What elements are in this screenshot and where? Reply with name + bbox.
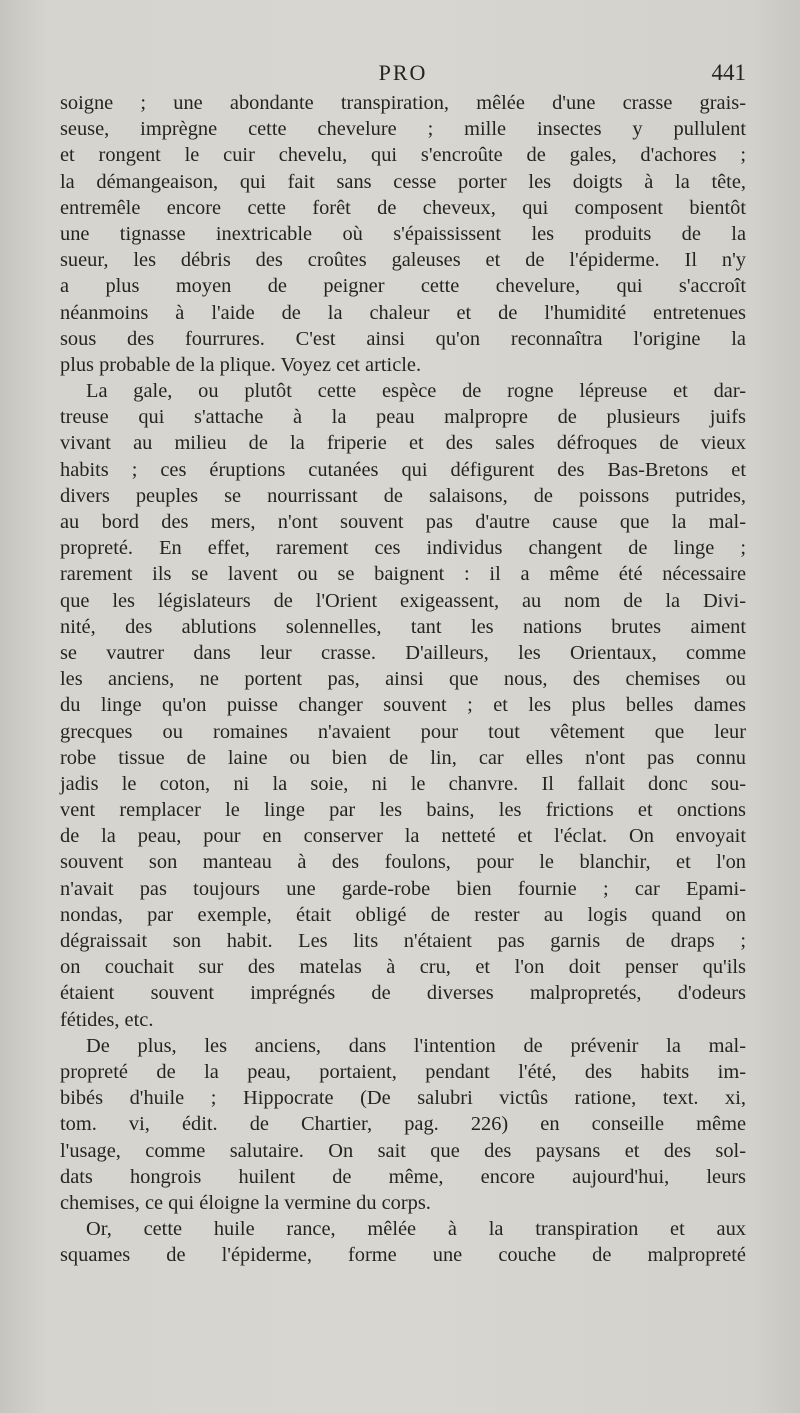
text-line: chemises, ce qui éloigne la vermine du corps. [60,1191,431,1214]
text-line: soigne ; une abondante transpiration, mêlée d'une crasse grais- [60,92,746,114]
text-line: nondas, par exemple, était obligé de rester au logis quand on [60,903,746,926]
text-line: dégraissait son habit. Les lits n'étaient pas garnis de draps ; [60,930,746,952]
text-line: vent remplacer le linge par les bains, les frictions et onctions [60,799,746,822]
text-line: Or, cette huile rance, mêlée à la transpiration et aux [86,1218,746,1241]
text-line: bibés d'huile ; Hippocrate (De salubri victûs ratione, text. xi, [60,1087,746,1110]
text-line: on couchait sur des matelas à cru, et l'on doit penser qu'ils [60,956,746,979]
text-line: se vautrer dans leur crasse. D'ailleurs, les Orientaux, comme [60,641,746,664]
text-line: les anciens, ne portent pas, ainsi que nous, des chemises ou [60,668,746,691]
text-line: a plus moyen de peigner cette chevelure, qui s'accroît [60,275,746,298]
text-line: sueur, les débris des croûtes galeuses et de l'épiderme. Il n'y [60,249,746,272]
text-line: propreté. En effet, rarement ces individus changent de linge ; [60,537,746,560]
text-line: divers peuples se nourrissant de salaisons, de poissons putrides, [60,484,746,507]
text-line: que les législateurs de l'Orient exigeassent, au nom de la Divi- [60,589,746,612]
text-line: seuse, imprègne cette chevelure ; mille insectes y pullulent [60,118,746,141]
text-line: vivant au milieu de la friperie et des sales défroques de vieux [60,432,746,455]
text-line: nité, des ablutions solennelles, tant les nations brutes aiment [60,615,746,638]
text-line: treuse qui s'attache à la peau malpropre de plusieurs juifs [60,406,746,429]
text-line: fétides, etc. [60,1008,154,1031]
text-line: du linge qu'on puisse changer souvent ; et les plus belles dames [60,694,746,717]
text-line: De plus, les anciens, dans l'intention de prévenir la mal- [86,1034,746,1057]
text-line: squames de l'épiderme, forme une couche de malpropreté [60,1244,746,1267]
text-line: tom. vi, édit. de Chartier, pag. 226) en conseille même [60,1113,746,1136]
text-line: néanmoins à l'aide de la chaleur et de l'humidité entretenues [60,301,746,324]
running-head: PRO [378,60,428,85]
text-line: souvent son manteau à des foulons, pour le blanchir, et l'on [60,851,746,874]
text-line: sous des fourrures. C'est ainsi qu'on reconnaîtra l'origine la [60,327,746,350]
text-line: de la peau, pour en conserver la netteté et l'éclat. On envoyait [60,825,746,848]
text-line: dats hongrois huilent de même, encore aujourd'hui, leurs [60,1165,746,1188]
text-line: une tignasse inextricable où s'épaississent les produits de la [60,222,746,245]
text-line: propreté de la peau, portaient, pendant l'été, des habits im- [60,1060,746,1083]
text-line: la démangeaison, qui fait sans cesse porter les doigts à la tête, [60,170,746,193]
text-line: au bord des mers, n'ont souvent pas d'autre cause que la mal- [60,511,746,533]
text-line: étaient souvent imprégnés de diverses malpropretés, d'odeurs [60,982,746,1005]
text-line: La gale, ou plutôt cette espèce de rogne lépreuse et dar- [86,380,746,403]
text-line: jadis le coton, ni la soie, ni le chanvre. Il fallait donc sou- [60,772,746,795]
text-line: entremêle encore cette forêt de cheveux, qui composent bientôt [60,196,746,219]
text-line: habits ; ces éruptions cutanées qui défigurent des Bas-Bretons et [60,458,746,481]
text-line: et rongent le cuir chevelu, qui s'encroûte de gales, d'achores ; [60,144,746,167]
body-text [60,90,746,1268]
text-line: grecques ou romaines n'avaient pour tout vêtement que leur [60,720,746,743]
text-line: l'usage, comme salutaire. On sait que des paysans et des sol- [60,1139,746,1162]
page-number: 441 [711,60,746,85]
page-header [60,60,746,94]
text-line: robe tissue de laine ou bien de lin, car elles n'ont pas connu [60,746,746,769]
text-line: plus probable de la plique. Voyez cet article. [60,353,422,376]
text-line: rarement ils se lavent ou se baignent : il a même été nécessaire [60,563,746,586]
text-line: n'avait pas toujours une garde-robe bien fournie ; car Epami- [60,877,746,900]
